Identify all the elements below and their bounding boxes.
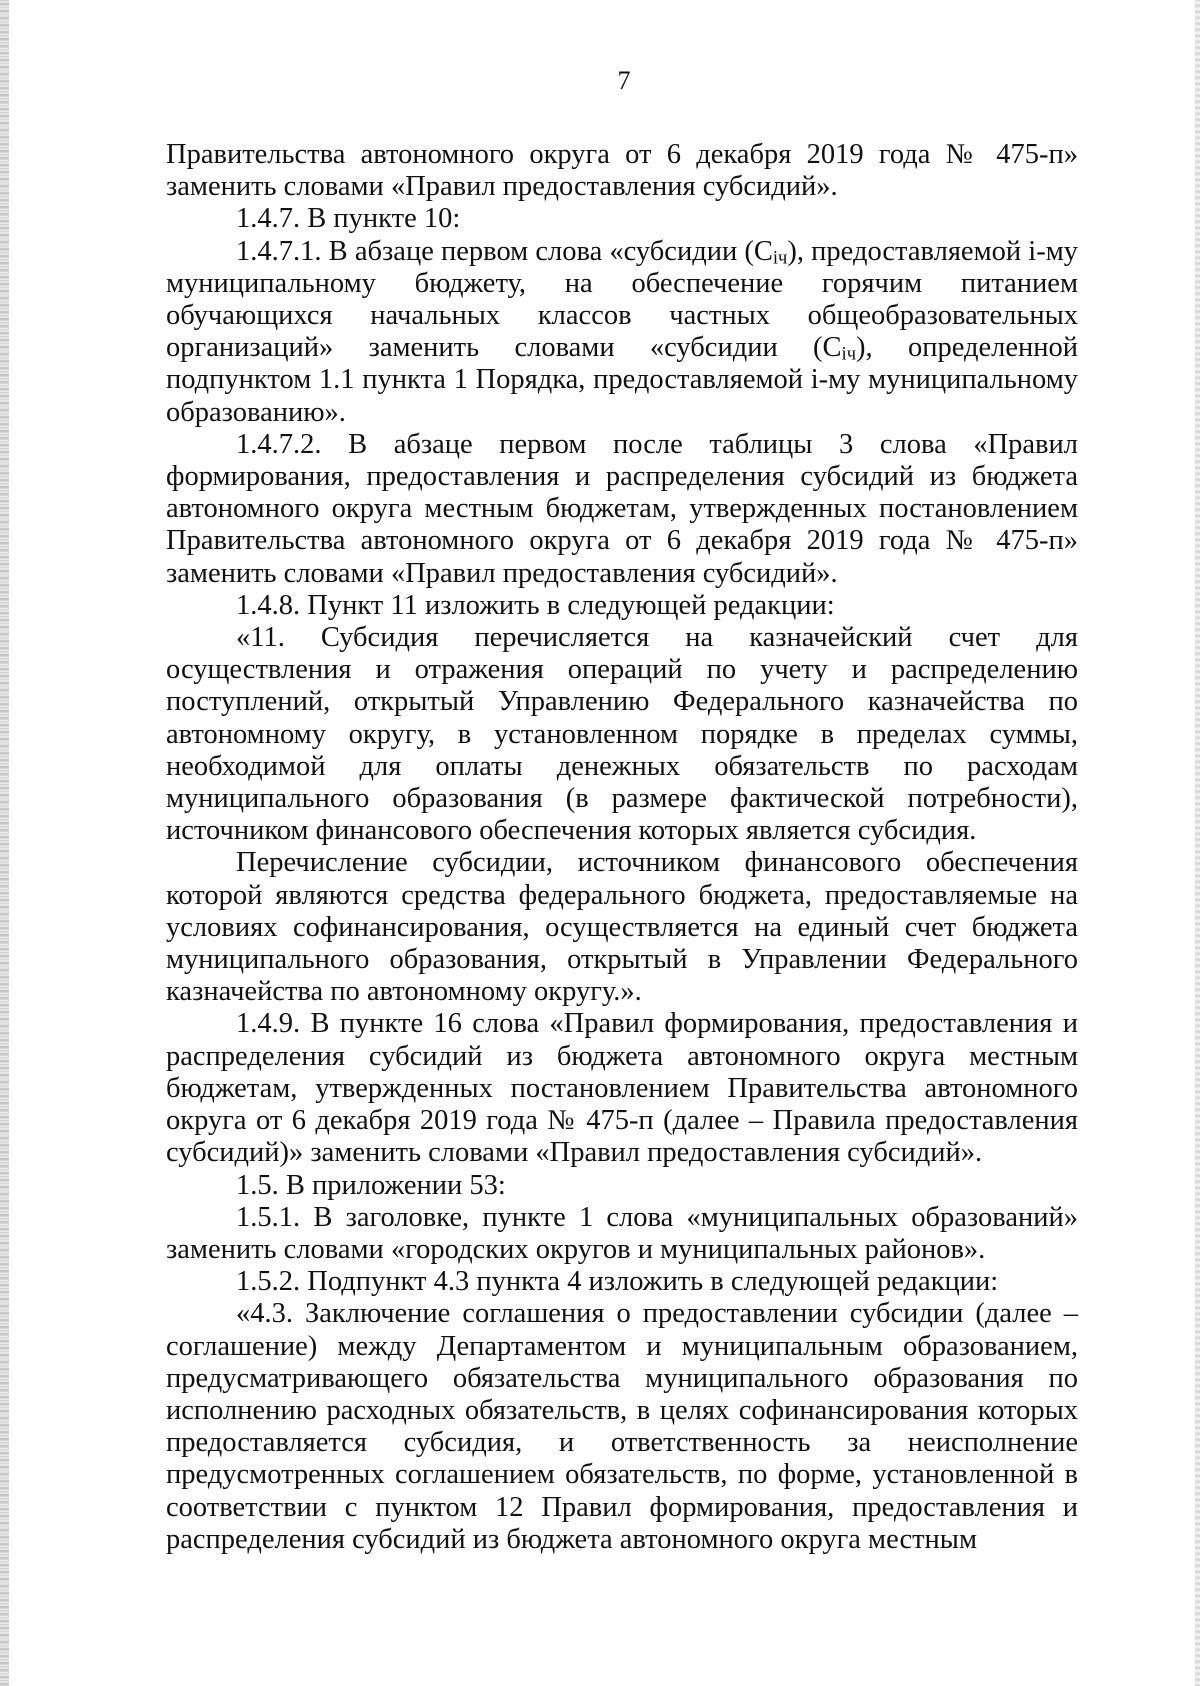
text-run: 1.4.7.1. В абзаце первом слова «субсидии (С [236, 235, 773, 267]
paragraph: 1.5.2. Подпункт 4.3 пункта 4 изложить в следующей редакции: [236, 1266, 999, 1298]
paragraph: «11. Субсидия перечисляется на казначейский счет для осуществления и отражения операций по учету и распределению поступлений, открытый Управлению Федерального казначейства по автономному округу, в установленном порядке в пределах суммы, необходимой для оплаты денежных обязательств по расходам муниципального образования (в размере фактической потребности), источником финансового обеспечения которых является субсидия. [166, 622, 1078, 847]
paragraph: 1.4.7. В пункте 10: [236, 203, 461, 235]
paragraph: 1.5. В приложении 53: [236, 1169, 506, 1201]
subscript: iч [841, 343, 857, 365]
scan-edge-right [1195, 0, 1200, 1686]
paragraph: 1.4.7.2. В абзаце первом после таблицы 3 слова «Правил формирования, предоставления и распределения субсидий из бюджета автономного округа местным бюджетам, утвержденных постановлением Правительства автономного округа от 6 декабря 2019 года № 475-п» заменить словами «Правил предоставления субсидий». [166, 428, 1078, 589]
paragraph: Перечисление субсидии, источником финансового обеспечения которой являются средства федерального бюджета, предоставляемые на условиях софинансирования, осуществляется на единый счет бюджета муниципального образования, открытый в Управлении Федерального казначейства по автономному округу.». [166, 847, 1078, 1008]
paragraph [166, 236, 1078, 429]
page-number: 7 [617, 66, 631, 95]
paragraph: 1.4.9. В пункте 16 слова «Правил формирования, предоставления и распределения субсидий из бюджета автономного округа местным бюджетам, утвержденных постановлением Правительства автономного округа от 6 декабря 2019 года № 475-п (далее – Правила предоставления субсидий)» заменить словами «Правил предоставления субсидий». [166, 1008, 1078, 1169]
document-body [166, 139, 1078, 1556]
text-run: ), определенной подпунктом 1.1 пункта 1 Порядка, предоставляемой i-му муниципальному образованию». [166, 332, 1079, 428]
paragraph: 1.5.1. В заголовке, пункте 1 слова «муниципальных образований» заменить словами «городских округов и муниципальных районов». [166, 1201, 1078, 1265]
paragraph: 1.4.8. Пункт 11 изложить в следующей редакции: [236, 589, 835, 621]
subscript: iч [772, 247, 788, 269]
paragraph: Правительства автономного округа от 6 декабря 2019 года № 475-п» заменить словами «Правил предоставления субсидий». [166, 139, 1078, 203]
scan-edge-left [0, 0, 9, 1686]
text-run: ), предоставляемой i-му муниципальному бюджету, на обеспечение горячим питанием обучающихся начальных классов частных общеобразовательных организаций» заменить словами «субсидии (С [166, 235, 1078, 364]
paragraph: «4.3. Заключение соглашения о предоставлении субсидии (далее – соглашение) между Департаментом и муниципальным образованием, предусматривающего обязательства муниципального образования по исполнению расходных обязательств, в целях софинансирования которых предоставляется субсидия, и ответственность за неисполнение предусмотренных соглашением обязательств, по форме, установленной в соответствии с пунктом 12 Правил формирования, предоставления и распределения субсидий из бюджета автономного округа местным [166, 1298, 1078, 1555]
